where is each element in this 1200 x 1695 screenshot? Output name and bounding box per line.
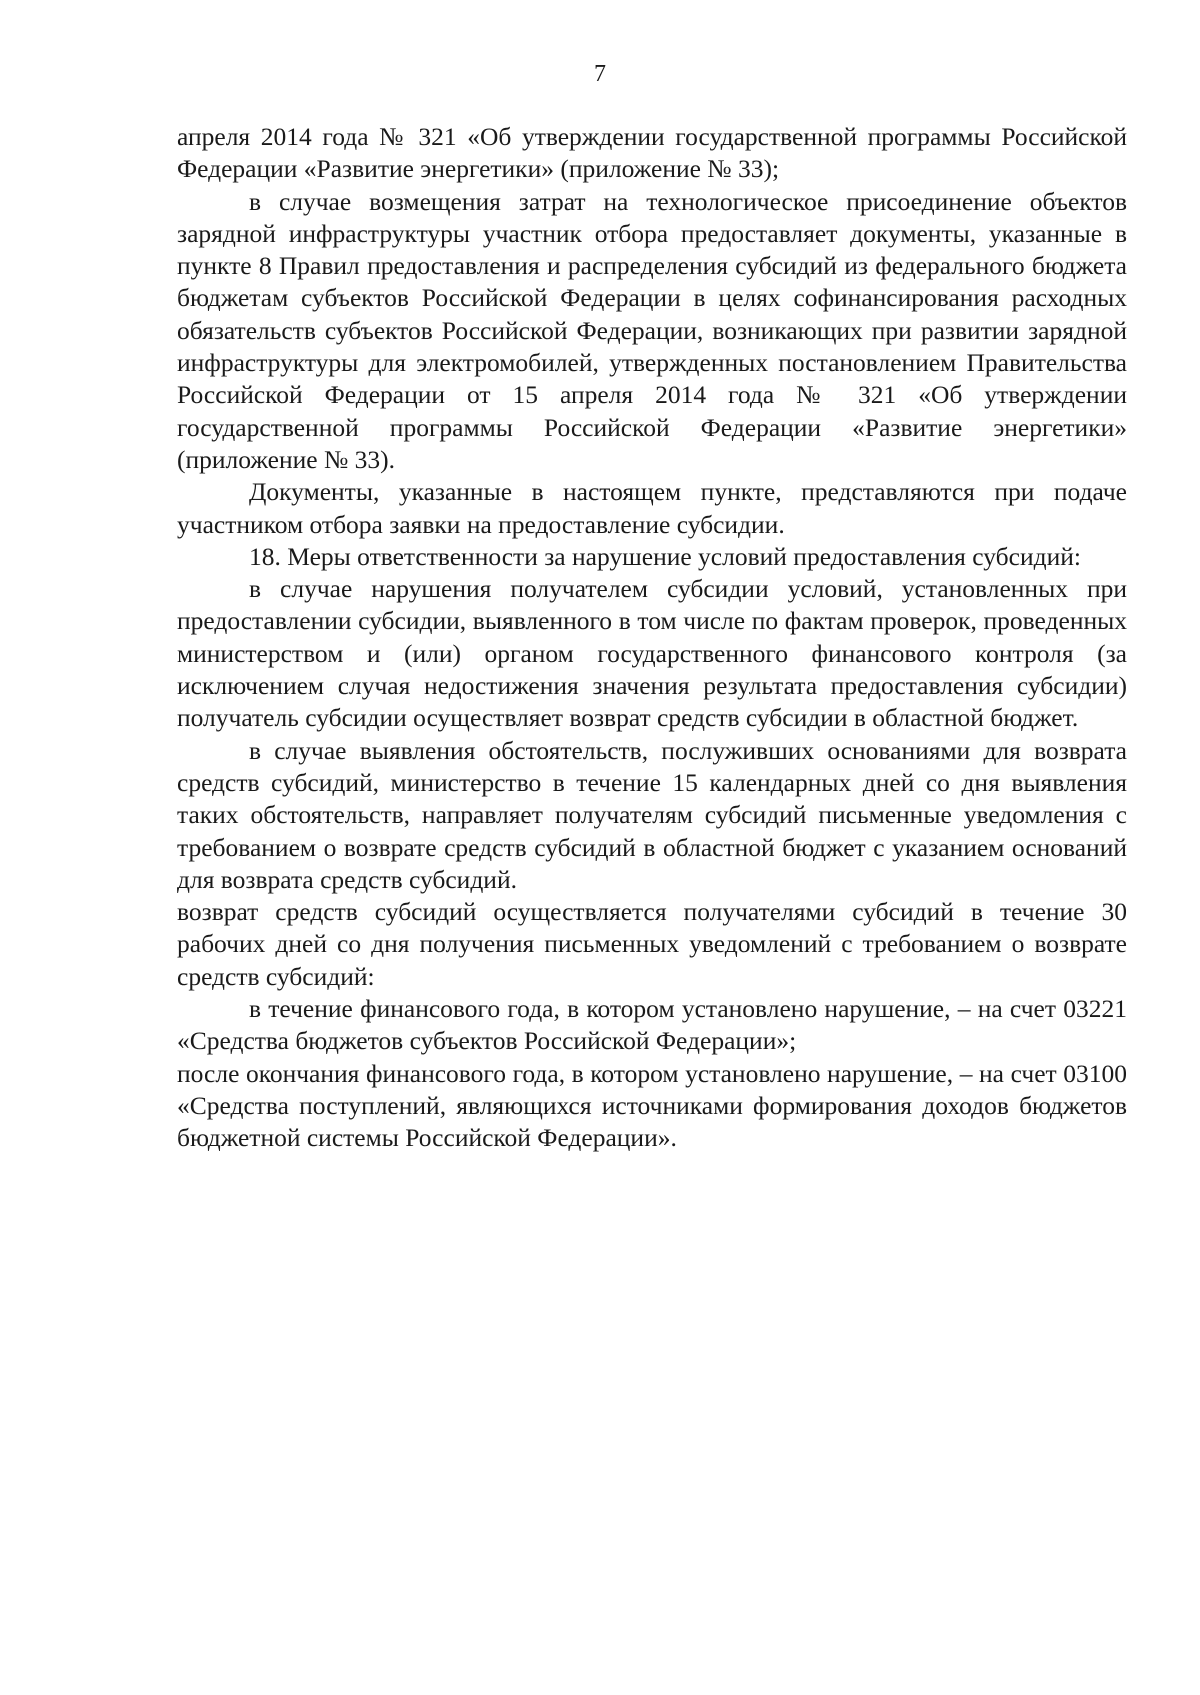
paragraph-violation-return: в случае нарушения получателем субсидии условий, установленных при предоставлении субсидии, выявленного в том числе по фактам проверок, проведенных министерством и (или) органом государственного финансового контроля (за исключением случая недостижения значения результата предоставления субсидии) получатель субсидии осуществляет возврат средств субсидии в областной бюджет. — [177, 574, 1127, 733]
paragraph-return-deadline: возврат средств субсидий осуществляется получателями субсидий в течение 30 рабочих дней со дня получения письменных уведомлений с требованием о возврате средств субсидий: — [177, 897, 1127, 991]
paragraph-documents-submission: Документы, указанные в настоящем пункте, представляются при подаче участником отбора заявки на предоставление субсидии. — [177, 477, 1127, 539]
paragraph-continuation: апреля 2014 года № 321 «Об утверждении государственной программы Российской Федерации «Развитие энергетики» (приложение № 33); — [177, 122, 1127, 184]
page-number: 7 — [594, 61, 606, 87]
paragraph-ministry-notification: в случае выявления обстоятельств, послуживших основаниями для возврата средств субсидий, министерство в течение 15 календарных дней со дня выявления таких обстоятельств, направляет получателям субсидий письменные уведомления с требованием о возврате средств субсидий в областной бюджет с указанием оснований для возврата средств субсидий. — [177, 735, 1127, 894]
paragraph-account-03221: в течение финансового года, в котором установлено нарушение, – на счет 03221 «Средства бюджетов субъектов Российской Федерации»; — [177, 994, 1127, 1056]
paragraph-account-03100: после окончания финансового года, в котором установлено нарушение, – на счет 03100 «Средства поступлений, являющихся источниками формирования доходов бюджетов бюджетной системы Российской Федерации». — [177, 1058, 1127, 1153]
paragraph-item-18-heading: 18. Меры ответственности за нарушение условий предоставления субсидий: — [249, 541, 1081, 571]
document-body — [177, 121, 1127, 1155]
paragraph-charging-infrastructure-docs: в случае возмещения затрат на технологическое присоединение объектов зарядной инфраструктуры участник отбора предоставляет документы, указанные в пункте 8 Правил предоставления и распределения субсидий из федерального бюджета бюджетам субъектов Российской Федерации в целях софинансирования расходных обязательств субъектов Российской Федерации, возникающих при развитии зарядной инфраструктуры для электромобилей, утвержденных постановлением Правительства Российской Федерации от 15 апреля 2014 года № 321 «Об утверждении государственной программы Российской Федерации «Развитие энергетики» (приложение № 33). — [177, 186, 1127, 474]
